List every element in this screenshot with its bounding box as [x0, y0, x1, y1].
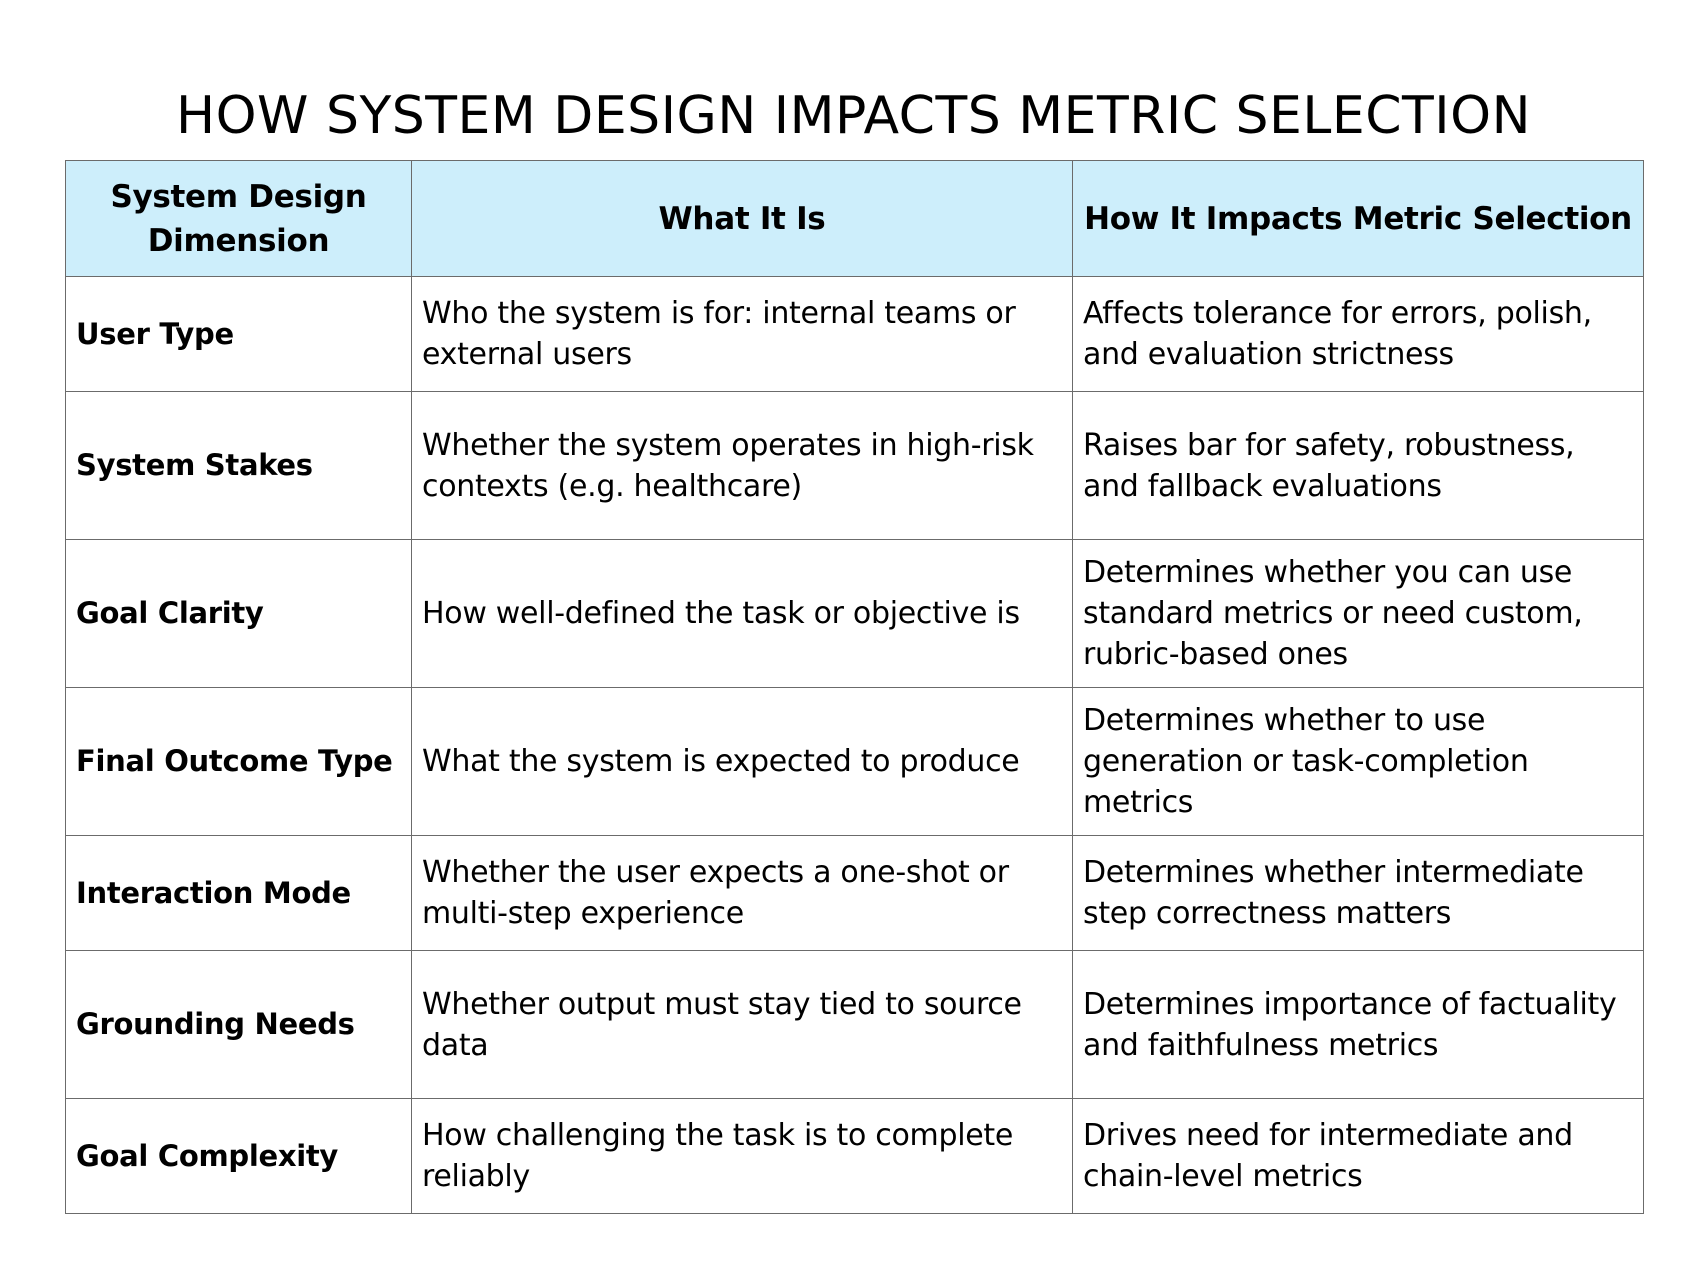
table-row	[66, 540, 1644, 688]
what-it-is-cell: Who the system is for: internal teams or external users	[412, 277, 1073, 392]
what-it-is-cell: Whether output must stay tied to source data	[412, 951, 1073, 1099]
table-row	[66, 392, 1644, 540]
dimension-cell: Goal Complexity	[66, 1099, 412, 1214]
what-it-is-cell: What the system is expected to produce	[412, 688, 1073, 836]
dimension-cell: Interaction Mode	[66, 836, 412, 951]
table-header-row	[66, 161, 1644, 277]
impact-cell: Determines whether intermediate step correctness matters	[1073, 836, 1644, 951]
column-header-what-it-is: What It Is	[412, 161, 1073, 277]
dimension-cell: System Stakes	[66, 392, 412, 540]
dimension-cell: Final Outcome Type	[66, 688, 412, 836]
table-row	[66, 836, 1644, 951]
dimension-cell: User Type	[66, 277, 412, 392]
impact-cell: Determines whether you can use standard metrics or need custom, rubric-based ones	[1073, 540, 1644, 688]
column-header-impact: How It Impacts Metric Selection	[1073, 161, 1644, 277]
impact-cell: Determines whether to use generation or task-completion metrics	[1073, 688, 1644, 836]
column-header-dimension: System Design Dimension	[66, 161, 412, 277]
what-it-is-cell: How well-defined the task or objective is	[412, 540, 1073, 688]
page-title: HOW SYSTEM DESIGN IMPACTS METRIC SELECTION	[176, 85, 1531, 146]
impact-cell: Determines importance of factuality and faithfulness metrics	[1073, 951, 1644, 1099]
dimension-cell: Grounding Needs	[66, 951, 412, 1099]
dimension-cell: Goal Clarity	[66, 540, 412, 688]
table-row	[66, 688, 1644, 836]
metric-selection-table	[65, 160, 1644, 1214]
impact-cell: Affects tolerance for errors, polish, and evaluation strictness	[1073, 277, 1644, 392]
impact-cell: Drives need for intermediate and chain-level metrics	[1073, 1099, 1644, 1214]
what-it-is-cell: How challenging the task is to complete reliably	[412, 1099, 1073, 1214]
what-it-is-cell: Whether the system operates in high-risk contexts (e.g. healthcare)	[412, 392, 1073, 540]
impact-cell: Raises bar for safety, robustness, and fallback evaluations	[1073, 392, 1644, 540]
table-row	[66, 277, 1644, 392]
table-row	[66, 951, 1644, 1099]
what-it-is-cell: Whether the user expects a one-shot or multi-step experience	[412, 836, 1073, 951]
table-row	[66, 1099, 1644, 1214]
